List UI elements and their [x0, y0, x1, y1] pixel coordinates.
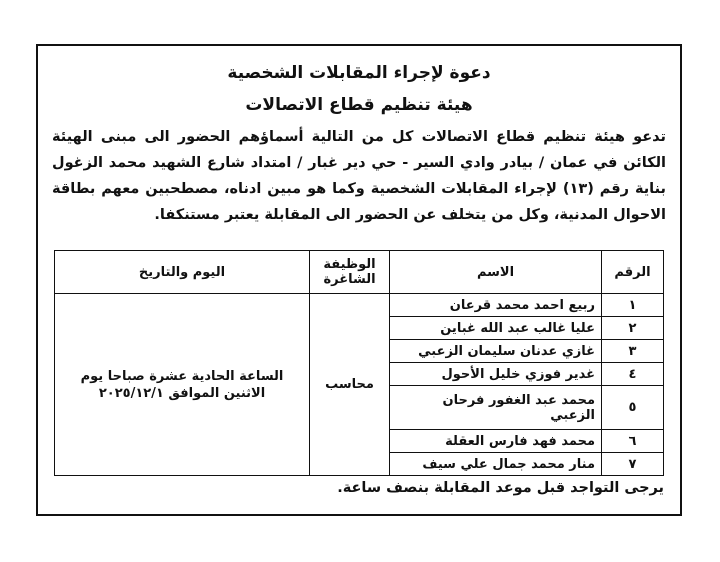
interview-time-line: الساعة الحادية عشرة صباحا يوم	[80, 368, 284, 384]
candidate-name: ربيع احمد محمد قرعان	[390, 294, 602, 317]
interview-table	[54, 250, 664, 476]
header-date: اليوم والتاريخ	[55, 251, 310, 294]
candidate-name: عليا غالب عبد الله غباين	[390, 317, 602, 340]
row-number: ٦	[602, 430, 664, 453]
header-number: الرقم	[602, 251, 664, 294]
header-name: الاسم	[390, 251, 602, 294]
job-title: محاسب	[310, 294, 390, 476]
interview-date	[55, 294, 310, 476]
organization-name: هيئة تنظيم قطاع الاتصالات	[245, 95, 473, 115]
row-number: ٥	[602, 386, 664, 430]
row-number: ١	[602, 294, 664, 317]
candidate-name: محمد فهد فارس العقلة	[390, 430, 602, 453]
table-row	[55, 294, 664, 317]
header-job: الوظيفة الشاغرة	[310, 251, 390, 294]
interview-date-line: الاثنين الموافق ٢٠٢٥/١٢/١	[98, 385, 266, 401]
attendance-note: يرجى التواجد قبل موعد المقابلة بنصف ساعة.	[337, 480, 664, 496]
candidate-name: محمد عبد الغفور فرحان الزعبي	[390, 386, 602, 430]
announcement	[40, 48, 678, 512]
row-number: ٢	[602, 317, 664, 340]
announcement-body: تدعو هيئة تنظيم قطاع الاتصالات كل من التالية أسماؤهم الحضور الى مبنى الهيئة الكائن في عمان / بيادر وادي السير - حي دير غبار / امتداد شارع الشهيد محمد الزغول بناية رقم (١٣) لإجراء المقابلات الشخصية وكما هو مبين ادناه، مصطحبين معهم بطاقة الاحوال المدنية، وكل من يتخلف عن الحضور الى المقابلة يعتبر مستنكفا.	[52, 129, 666, 223]
row-number: ٣	[602, 340, 664, 363]
candidate-name: غدير فوزي خليل الأحول	[390, 363, 602, 386]
candidate-name: منار محمد جمال علي سيف	[390, 453, 602, 476]
candidate-name: غازي عدنان سليمان الزعبي	[390, 340, 602, 363]
row-number: ٧	[602, 453, 664, 476]
row-number: ٤	[602, 363, 664, 386]
announcement-title: دعوة لإجراء المقابلات الشخصية	[227, 63, 491, 83]
table-header-row	[55, 251, 664, 294]
